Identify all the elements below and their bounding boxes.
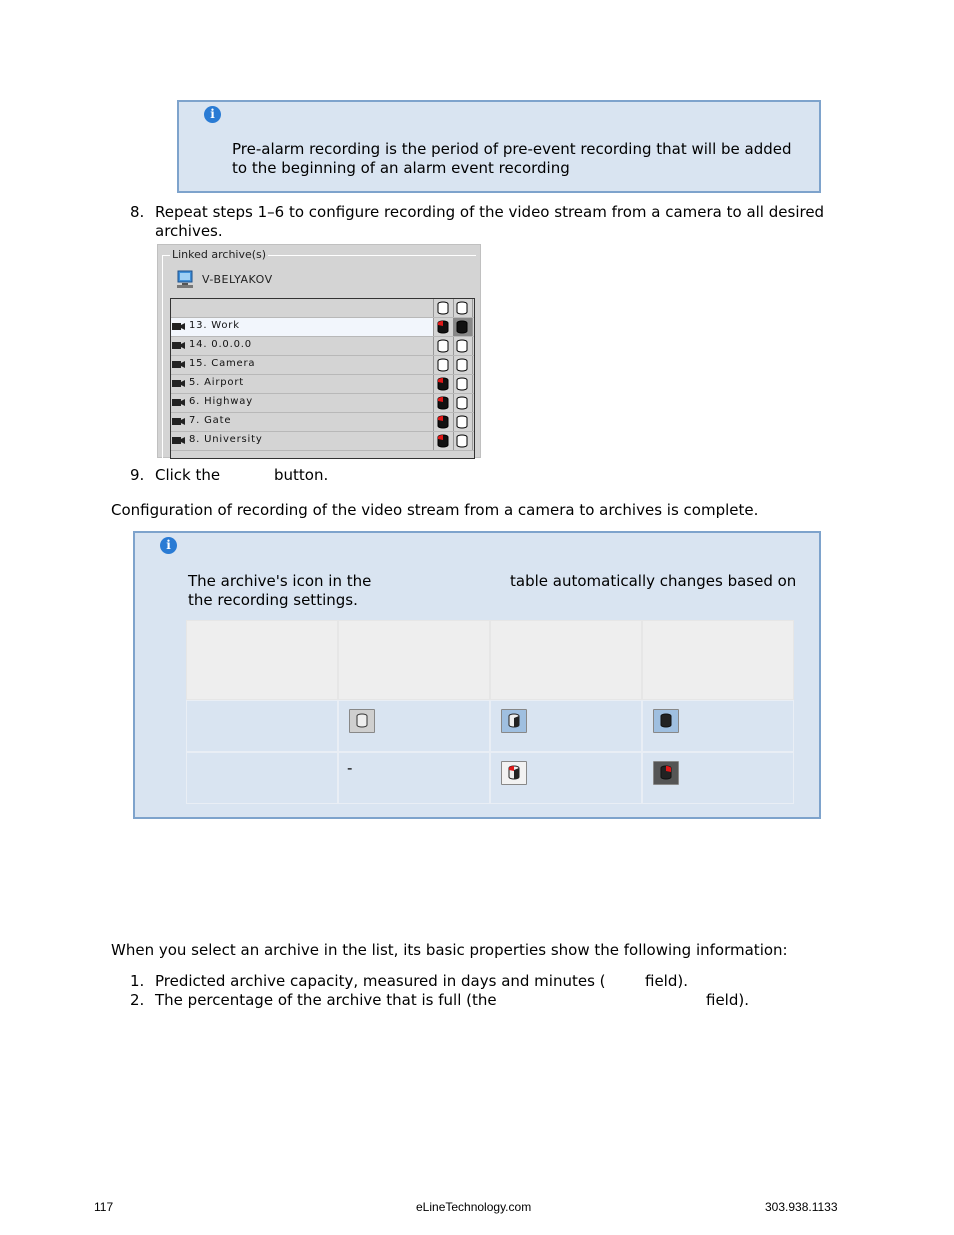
archive-icon [456,396,468,410]
archive-off-icon [349,709,375,733]
archive-icon [437,434,449,448]
archive-partial-icon [501,709,527,733]
camera-archive-grid [170,298,475,459]
list-text-after: field). [706,991,749,1009]
camera-row[interactable] [171,413,474,432]
camera-cell[interactable] [171,375,434,393]
table-cell [186,700,338,752]
camera-cell[interactable] [171,394,434,412]
archive-partial-recording-icon [501,761,527,785]
camera-name: 6. Highway [189,396,253,407]
camera-cell[interactable] [171,356,434,374]
archive-toggle[interactable] [434,394,454,412]
header-camera-cell [171,299,434,317]
camera-icon [172,360,186,369]
camera-name: 8. University [189,434,263,445]
camera-row[interactable] [171,432,474,451]
header-archive-2[interactable] [453,299,473,317]
camera-cell[interactable] [171,337,434,355]
camera-row[interactable] [171,394,474,413]
archive-icon [437,301,449,315]
note-text-line2: to the beginning of an alarm event recording [232,159,570,177]
archive-toggle[interactable] [453,337,473,355]
camera-icon [172,436,186,445]
list-text-before: Predicted archive capacity, measured in days and minutes ( [155,972,606,990]
archive-toggle[interactable] [434,356,454,374]
panel-legend: Linked archive(s) [172,248,267,261]
camera-icon [172,379,186,388]
archive-toggle[interactable] [434,413,454,431]
archive-toggle[interactable] [434,318,454,336]
camera-row[interactable] [171,356,474,375]
camera-icon [172,341,186,350]
archive-toggle[interactable] [453,356,473,374]
table-header-cell [338,620,490,700]
camera-row[interactable] [171,337,474,356]
table-cell [338,752,490,804]
note-text-part1: The archive's icon in the [188,572,372,590]
step-number: 9. [130,466,145,484]
archive-toggle[interactable] [453,413,473,431]
server-icon [174,269,196,292]
step-text-before: Click the [155,466,221,484]
archive-icon [456,377,468,391]
step-text: Repeat steps 1–6 to configure recording of the video stream from a camera to all desired [155,203,825,221]
archive-icon [437,396,449,410]
archive-icon [456,339,468,353]
table-cell [642,700,794,752]
camera-name: 5. Airport [189,377,244,388]
archive-toggle[interactable] [453,394,473,412]
table-header-cell [642,620,794,700]
camera-cell[interactable] [171,432,434,450]
camera-name: 7. Gate [189,415,232,426]
list-text-before: The percentage of the archive that is full (the [155,991,497,1009]
archive-toggle[interactable] [453,432,473,450]
archive-icon [437,320,449,334]
archive-icon [456,358,468,372]
server-name: V-BELYAKOV [202,273,273,286]
camera-name: 14. 0.0.0.0 [189,339,252,350]
table-cell [490,700,642,752]
linked-archives-panel [157,244,481,458]
archive-toggle[interactable] [453,375,473,393]
header-archive-1[interactable] [434,299,454,317]
icon-states-table [186,620,794,804]
table-cell [338,700,490,752]
completion-text: Configuration of recording of the video stream from a camera to archives is complete. [111,501,759,519]
note-text-line2: the recording settings. [188,591,358,609]
note-text-part2: table automatically changes based on [510,572,797,590]
table-header-cell [186,620,338,700]
archive-icon [437,377,449,391]
table-cell [642,752,794,804]
pre-alarm-note [177,100,821,193]
archive-icon [437,415,449,429]
step-number: 8. [130,203,145,221]
camera-row[interactable] [171,318,474,337]
footer-website[interactable]: eLineTechnology.com [416,1200,532,1214]
list-number: 1. [130,972,145,990]
section-intro-text: When you select an archive in the list, its basic properties show the following information: [111,941,788,959]
table-cell [490,752,642,804]
list-text-after: field). [645,972,688,990]
archive-icon [437,339,449,353]
info-icon: i [204,106,221,123]
archive-toggle[interactable] [453,318,473,336]
step-text-after: button. [274,466,329,484]
archive-icon [456,434,468,448]
archive-toggle[interactable] [434,432,454,450]
archive-icon [456,301,468,315]
camera-icon [172,398,186,407]
camera-cell[interactable] [171,318,434,336]
camera-cell[interactable] [171,413,434,431]
note-text-line1: Pre-alarm recording is the period of pre-event recording that will be added [232,140,792,158]
table-cell [186,752,338,804]
archive-toggle[interactable] [434,337,454,355]
archive-icon [456,320,468,334]
archive-icon [437,358,449,372]
footer-phone: 303.938.1133 [765,1200,838,1214]
dash-text: - [347,759,353,777]
camera-icon [172,417,186,426]
archive-on-icon [653,709,679,733]
step-text: archives. [155,222,223,240]
camera-name: 15. Camera [189,358,256,369]
page-number: 117 [94,1200,114,1214]
archive-toggle[interactable] [434,375,454,393]
info-icon: i [160,537,177,554]
grid-header-row [171,299,474,318]
archive-on-recording-icon [653,761,679,785]
list-number: 2. [130,991,145,1009]
table-header-cell [490,620,642,700]
camera-name: 13. Work [189,320,240,331]
camera-icon [172,322,186,331]
camera-row[interactable] [171,375,474,394]
archive-icon [456,415,468,429]
